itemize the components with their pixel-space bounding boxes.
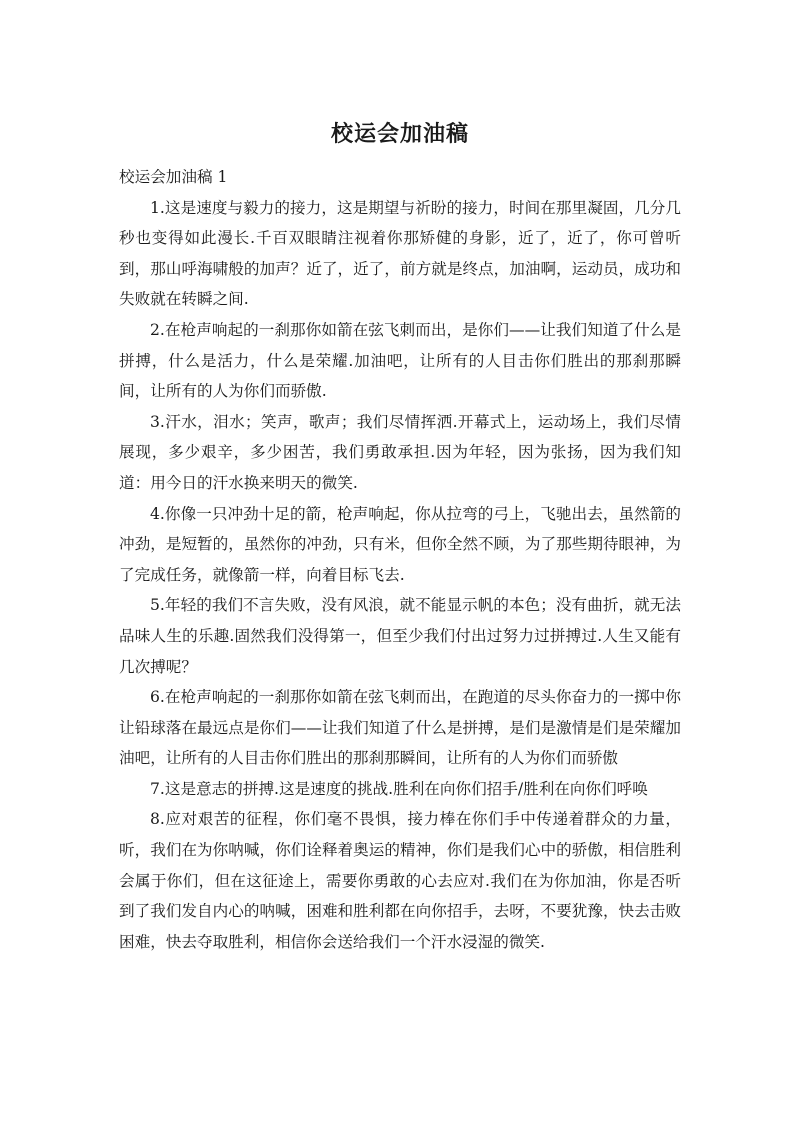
paragraph-3: 3.汗水，泪水；笑声，歌声；我们尽情挥洒.开幕式上，运动场上，我们尽情展现，多少艰辛，多少困苦，我们勇敢承担.因为年轻，因为张扬，因为我们知道：用今日的汗水换来明天的微笑. [119, 412, 681, 492]
document-subtitle: 校运会加油稿 1 [119, 168, 228, 186]
paragraph-7: 7.这是意志的拼搏.这是速度的挑战.胜利在向你们招手/胜利在向你们呼唤 [150, 779, 648, 798]
paragraph-6: 6.在枪声响起的一刹那你如箭在弦飞刺而出，在跑道的尽头你奋力的一掷中你让铅球落在最远点是你们——让我们知道了什么是拼搏，是们是激情是们是荣耀加油吧，让所有的人目击你们胜出的那刹那瞬间，让所有的人为你们而骄傲 [119, 688, 681, 768]
paragraph-8: 8.应对艰苦的征程，你们毫不畏惧，接力棒在你们手中传递着群众的力量，听，我们在为你呐喊，你们诠释着奥运的精神，你们是我们心中的骄傲，相信胜利会属于你们，但在这征途上，需要你勇敢的心去应对.我们在为你加油，你是否听到了我们发自内心的呐喊，困难和胜利都在向你招手，去呀，不要犹豫，快去击败困难，快去夺取胜利，相信你会送给我们一个汗水浸湿的微笑. [119, 810, 681, 951]
paragraph-2: 2.在枪声响起的一刹那你如箭在弦飞刺而出，是你们——让我们知道了什么是拼搏，什么是活力，什么是荣耀.加油吧，让所有的人目击你们胜出的那刹那瞬间，让所有的人为你们而骄傲. [119, 320, 681, 401]
document-title: 校运会加油稿 [330, 122, 469, 147]
paragraph-5: 5.年轻的我们不言失败，没有风浪，就不能显示帆的本色；没有曲折，就无法品味人生的乐趣.固然我们没得第一，但至少我们付出过努力过拼搏过.人生又能有几次搏呢？ [119, 596, 681, 676]
paragraph-4: 4.你像一只冲劲十足的箭，枪声响起，你从拉弯的弓上，飞驰出去，虽然箭的冲劲，是短暂的，虽然你的冲劲，只有米，但你全然不顾，为了那些期待眼神，为了完成任务，就像箭一样，向着目标飞去. [119, 504, 681, 584]
document-body [119, 162, 681, 957]
paragraph-1: 1.这是速度与毅力的接力，这是期望与祈盼的接力，时间在那里凝固，几分几秒也变得如此漫长.千百双眼睛注视着你那矫健的身影，近了，近了，你可曾听到，那山呼海啸般的加声？近了，近了，前方就是终点，加油啊，运动员，成功和失败就在转瞬之间. [119, 198, 681, 309]
